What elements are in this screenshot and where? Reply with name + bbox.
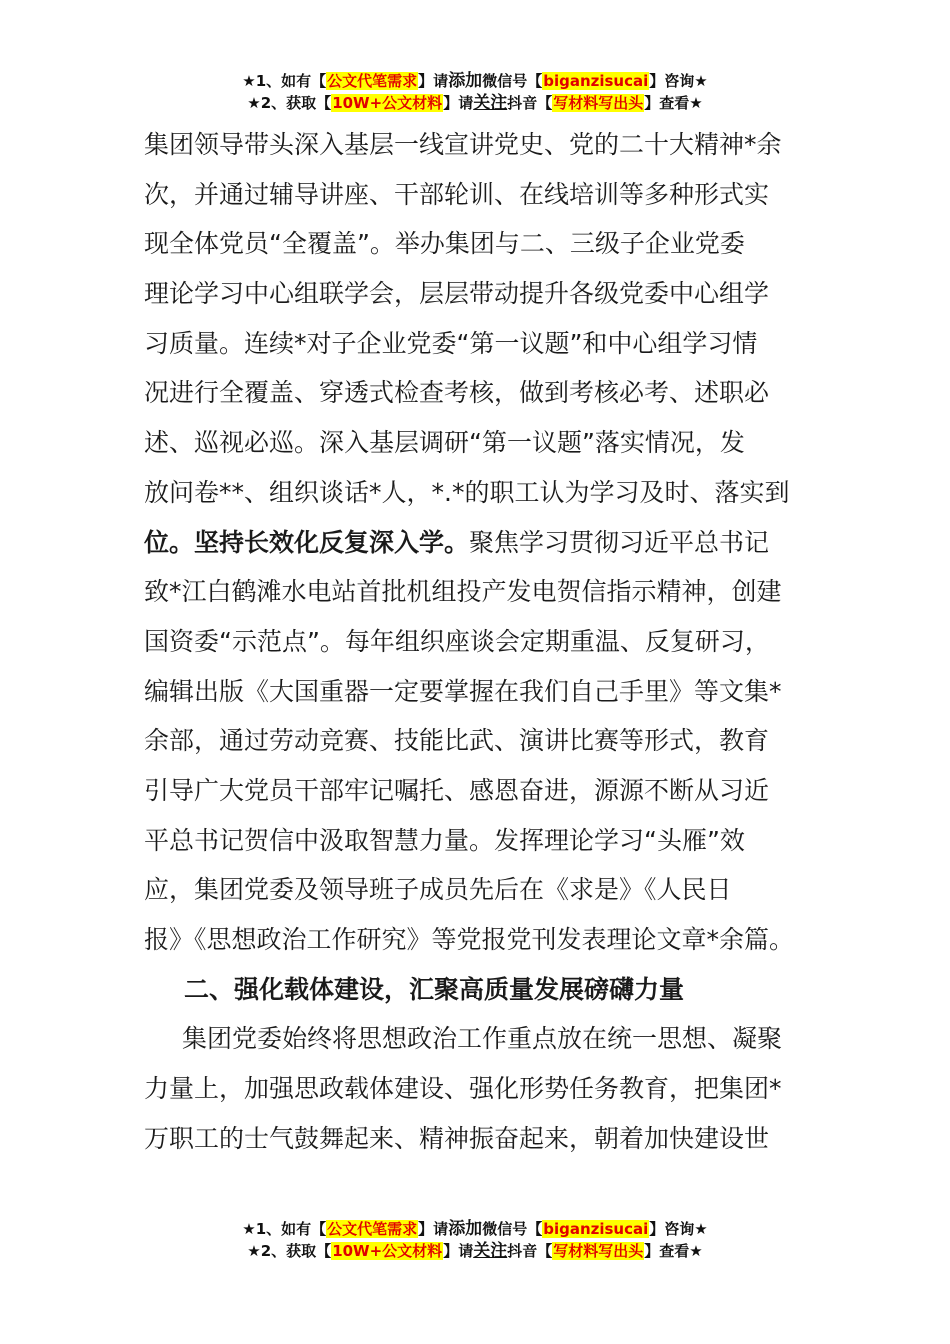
text-line: 余部，通过劳动竞赛、技能比武、演讲比赛等形式，教育 bbox=[144, 726, 770, 756]
text-line: 位。坚持长效化反复深入学。聚焦学习贯彻习近平总书记 bbox=[144, 527, 770, 557]
text-line: 平总书记贺信中汲取智慧力量。发挥理论学习“头雁”效 bbox=[144, 825, 745, 855]
text-line: 况进行全覆盖、穿透式检查考核，做到考核必考、述职必 bbox=[144, 378, 770, 408]
text-line: 述、巡视必巡。深入基层调研“第一议题”落实情况，发 bbox=[144, 428, 745, 458]
text-line: 现全体党员“全覆盖”。举办集团与二、三级子企业党委 bbox=[144, 229, 745, 259]
section-heading: 二、强化载体建设，汇聚高质量发展磅礴力量 bbox=[184, 974, 685, 1004]
text-line: 集团党委始终将思想政治工作重点放在统一思想、凝聚 bbox=[182, 1024, 783, 1054]
banner-line-1: ★1、如有【公文代笔需求】请添加微信号【biganzisucai】咨询★ bbox=[242, 1219, 708, 1239]
materials-highlight: 10W+公文材料 bbox=[332, 94, 443, 112]
bottom-banner bbox=[0, 1218, 950, 1262]
banner-line-2: ★2、获取【10W+公文材料】请关注抖音【写材料写出头】查看★ bbox=[247, 93, 703, 113]
text-line: 放问卷**、组织谈话*人，*.*的职工认为学习及时、落实到 bbox=[144, 477, 790, 507]
materials-highlight: 10W+公文材料 bbox=[332, 1242, 443, 1260]
text-line: 理论学习中心组联学会，层层带动提升各级党委中心组学 bbox=[144, 279, 770, 309]
text-line: 应，集团党委及领导班子成员先后在《求是》《人民日 bbox=[144, 875, 732, 905]
text-line: 力量上，加强思政载体建设、强化形势任务教育，把集团* bbox=[144, 1074, 782, 1104]
douyin-id: 写材料写出头 bbox=[553, 94, 644, 112]
banner-line-2: ★2、获取【10W+公文材料】请关注抖音【写材料写出头】查看★ bbox=[247, 1241, 703, 1261]
document-body bbox=[144, 120, 814, 1163]
text-line: 次，并通过辅导讲座、干部轮训、在线培训等多种形式实 bbox=[144, 179, 770, 209]
douyin-id: 写材料写出头 bbox=[553, 1242, 644, 1260]
service-highlight: 公文代笔需求 bbox=[327, 72, 418, 90]
wechat-id: biganzisucai bbox=[543, 1220, 649, 1238]
text-line: 致*江白鹤滩水电站首批机组投产发电贺信指示精神，创建 bbox=[144, 577, 782, 607]
text-line: 国资委“示范点”。每年组织座谈会定期重温、反复研习， bbox=[144, 626, 770, 656]
text-line: 习质量。连续*对子企业党委“第一议题”和中心组学习情 bbox=[144, 328, 758, 358]
bold-subheading: 位。坚持长效化反复深入学。 bbox=[144, 527, 470, 557]
service-highlight: 公文代笔需求 bbox=[327, 1220, 418, 1238]
text-line: 报》《思想政治工作研究》等党报党刊发表理论文章*余篇。 bbox=[144, 925, 795, 954]
top-banner bbox=[0, 70, 950, 114]
text-line: 万职工的士气鼓舞起来、精神振奋起来，朝着加快建设世 bbox=[144, 1123, 770, 1153]
banner-line-1: ★1、如有【公文代笔需求】请添加微信号【biganzisucai】咨询★ bbox=[242, 71, 708, 91]
text-line: 编辑出版《大国重器一定要掌握在我们自己手里》等文集* bbox=[144, 676, 782, 706]
text-line: 引导广大党员干部牢记嘱托、感恩奋进，源源不断从习近 bbox=[144, 775, 770, 805]
text-line: 集团领导带头深入基层一线宣讲党史、党的二十大精神*余 bbox=[144, 130, 782, 159]
wechat-id: biganzisucai bbox=[543, 72, 649, 90]
